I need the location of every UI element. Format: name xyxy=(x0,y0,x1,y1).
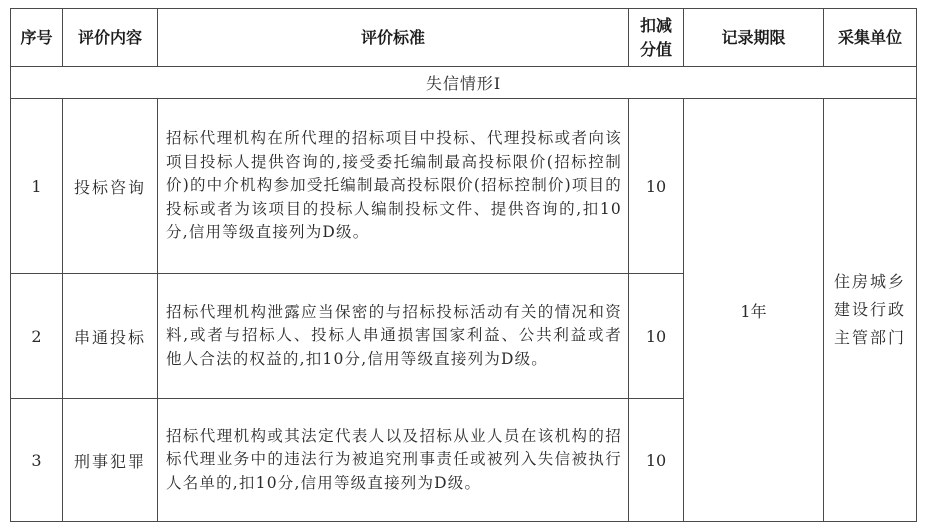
row-content: 投标咨询 xyxy=(63,99,158,274)
collecting-unit xyxy=(824,99,917,522)
row-deduct: 10 xyxy=(629,99,684,274)
row-content: 刑事犯罪 xyxy=(63,399,158,522)
row-standard: 招标代理机构或其法定代表人以及招标从业人员在该机构的招标代理业务中的违法行为被追究刑事责任或被列入失信被执行人名单的,扣10分,信用等级直接列为D级。 xyxy=(158,399,629,522)
evaluation-table xyxy=(10,8,917,522)
header-no: 序号 xyxy=(11,9,63,67)
row-content: 串通投标 xyxy=(63,274,158,399)
row-standard: 招标代理机构泄露应当保密的与招标投标活动有关的情况和资料,或者与招标人、投标人串通损害国家利益、公共利益或者他人合法的权益的,扣10分,信用等级直接列为D级。 xyxy=(158,274,629,399)
header-content: 评价内容 xyxy=(63,9,158,67)
unit-line: 主管部门 xyxy=(833,328,906,347)
row-standard: 招标代理机构在所代理的招标项目中投标、代理投标或者向该项目投标人提供咨询的,接受委托编制最高投标限价(招标控制价)的中介机构参加受托编制最高投标限价(招标控制价)项目的投标或者为该项目的投标人编制投标文件、提供咨询的,扣10分,信用等级直接列为D级。 xyxy=(158,99,629,274)
header-period: 记录期限 xyxy=(684,9,824,67)
header-deduct-line1: 扣减 xyxy=(639,15,672,35)
header-unit: 采集单位 xyxy=(824,9,917,67)
unit-line: 建设行政 xyxy=(833,300,906,319)
header-deduct-line2: 分值 xyxy=(639,39,672,59)
row-deduct: 10 xyxy=(629,274,684,399)
section-title: 失信情形Ⅰ xyxy=(11,67,917,99)
header-row xyxy=(11,9,917,67)
table-row xyxy=(11,99,917,274)
record-period: 1年 xyxy=(684,99,824,522)
row-number: 1 xyxy=(11,99,63,274)
row-number: 2 xyxy=(11,274,63,399)
header-standard: 评价标准 xyxy=(158,9,629,67)
row-deduct: 10 xyxy=(629,399,684,522)
section-row xyxy=(11,67,917,99)
row-number: 3 xyxy=(11,399,63,522)
unit-line: 住房城乡 xyxy=(833,272,906,291)
header-deduct xyxy=(629,9,684,67)
